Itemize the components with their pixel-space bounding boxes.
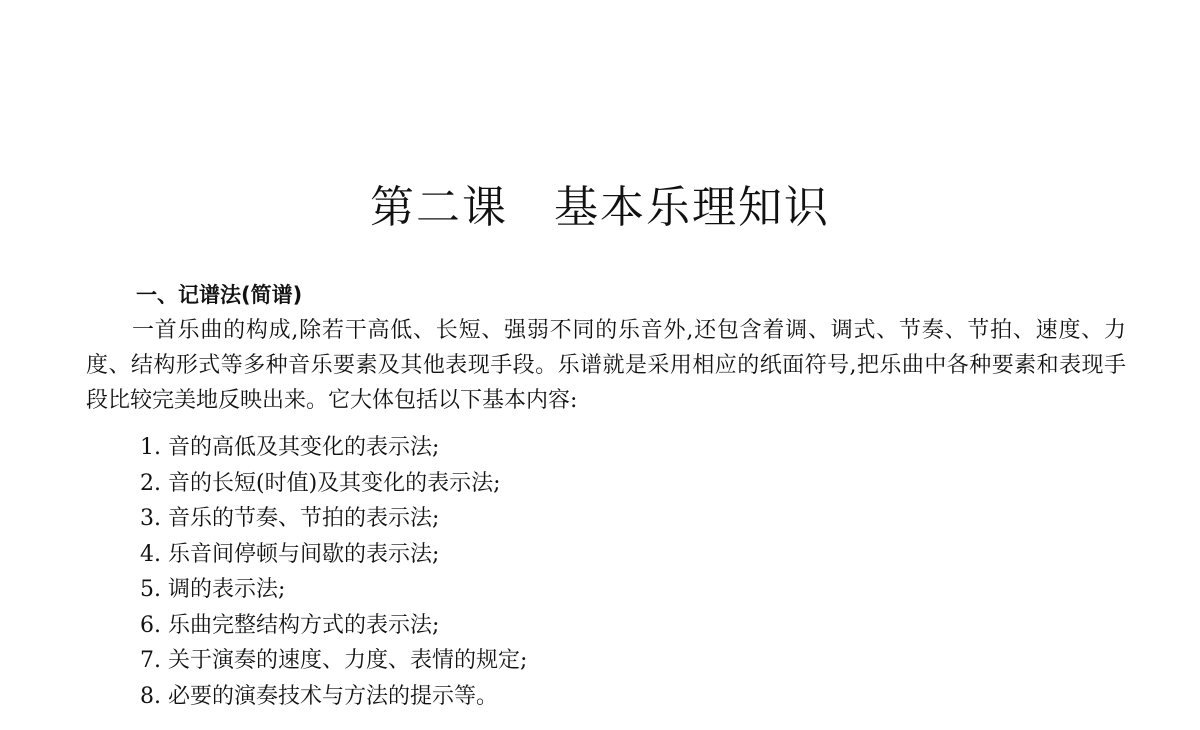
intro-paragraph: 一首乐曲的构成,除若干高低、长短、强弱不同的乐音外,还包含着调、调式、节奏、节拍、速度、力度、结构形式等多种音乐要素及其他表现手段。乐谱就是采用相应的纸面符号,把乐曲中各种要素和表现手段比较完美地反映出来。它大体包括以下基本内容: <box>86 318 1126 413</box>
lesson-title <box>0 180 1200 236</box>
list-item: 2. 音的长短(时值)及其变化的表示法; <box>140 470 501 496</box>
list-item: 8. 必要的演奏技术与方法的提示等。 <box>140 683 498 709</box>
list-item: 5. 调的表示法; <box>140 577 286 602</box>
list-item: 7. 关于演奏的速度、力度、表情的规定; <box>140 648 528 673</box>
section-heading: 一、记谱法(简谱) <box>136 283 303 307</box>
list-item: 6. 乐曲完整结构方式的表示法; <box>140 612 440 638</box>
list-item: 3. 音乐的节奏、节拍的表示法; <box>140 506 440 531</box>
content-list <box>140 430 527 714</box>
list-item: 1. 音的高低及其变化的表示法; <box>140 435 440 460</box>
lesson-number: 第二课 <box>370 182 508 233</box>
list-item: 4. 乐音间停顿与间歇的表示法; <box>140 541 440 567</box>
lesson-name: 基本乐理知识 <box>554 182 830 233</box>
